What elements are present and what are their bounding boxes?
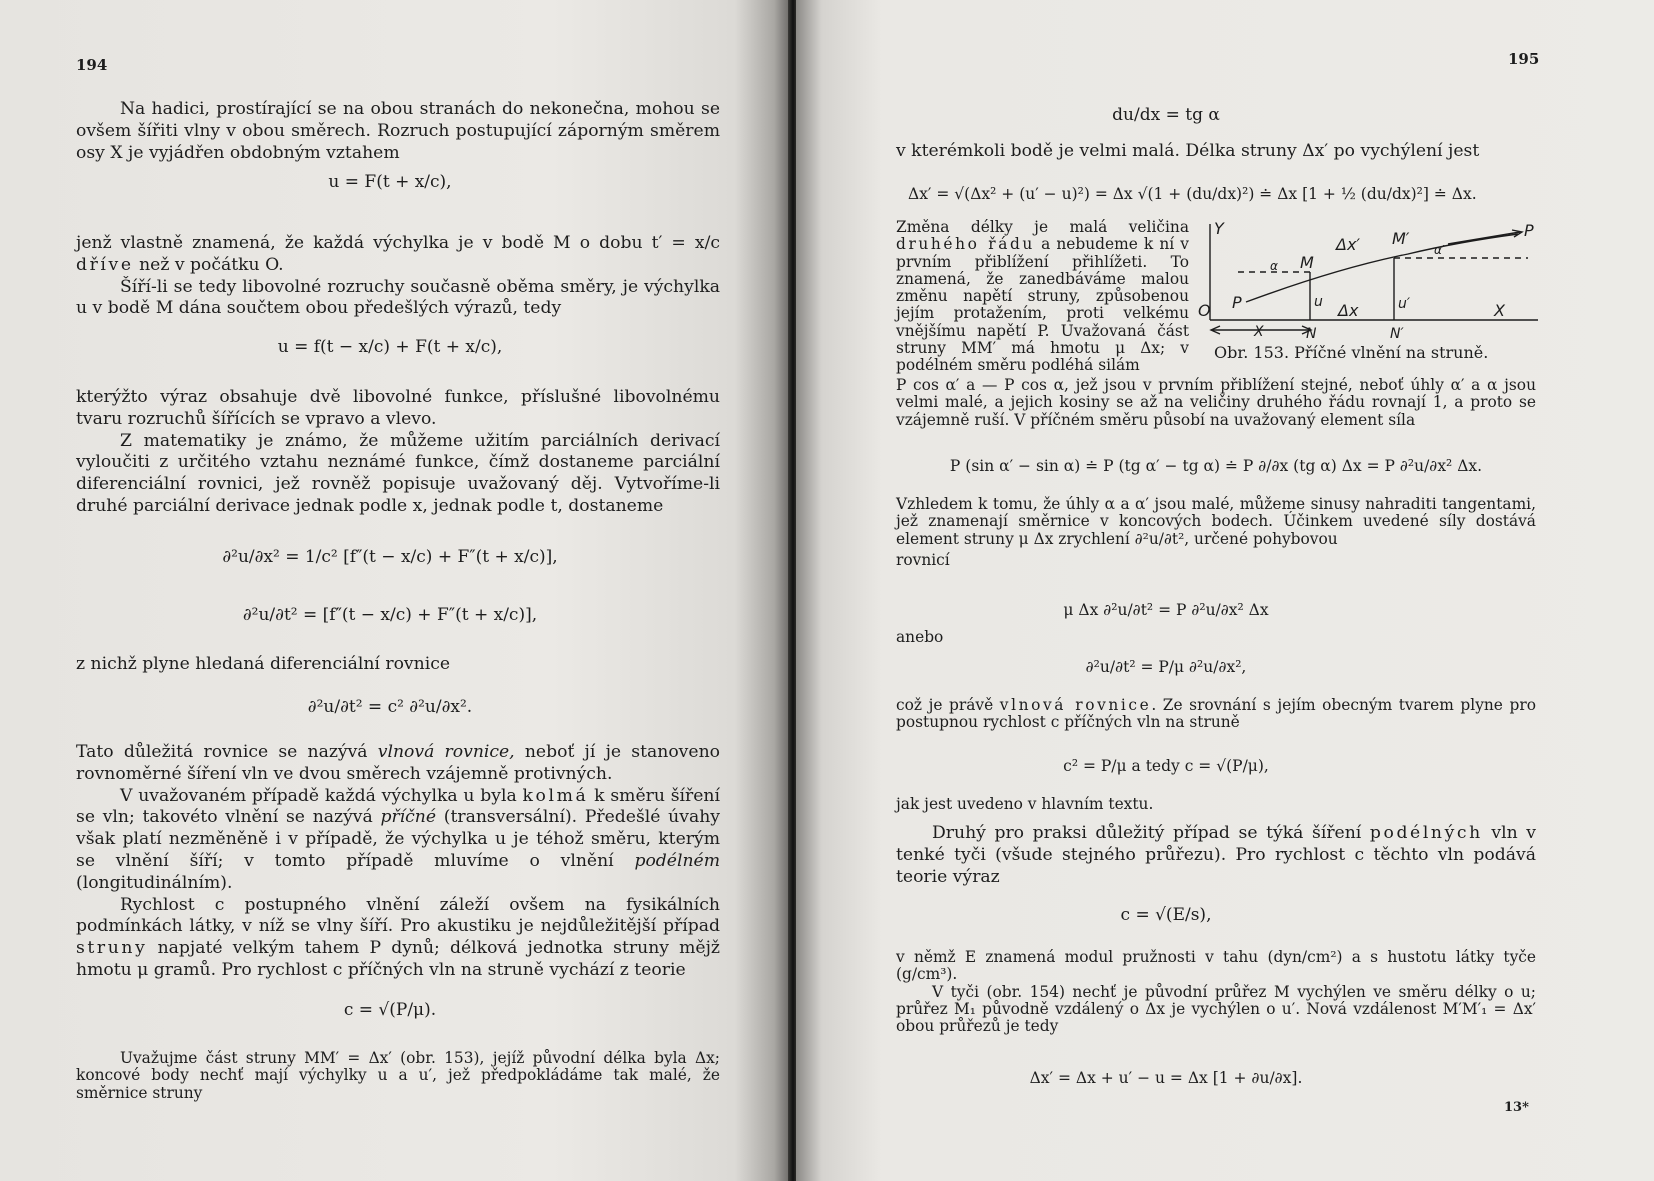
- text-run: V uvažovaném případě každá výchylka u byla: [120, 785, 517, 806]
- equation: ∂²u/∂t² = c² ∂²u/∂x².: [307, 697, 473, 717]
- text-run: k směru šíření se vln; takovéto vlnění se nazývá: [76, 785, 720, 828]
- text-run: a nebudeme k ní v prvním přiblížení přihlížeti. To znamená, že zanedbáváme malou změnu napětí struny, způsobenou jejím protažením, proti velkému vnějšímu napětí P. Uvažovaná část struny MM′ má hmotu μ Δx; v podélném směru podléhá silám: [896, 235, 1189, 375]
- paragraph: [896, 697, 1536, 732]
- text-run: jenž vlastně znamená, že každá výchylka je v bodě M o dobu t′ = x/c: [76, 233, 720, 253]
- string-wave-figure: [1198, 220, 1538, 340]
- text-run: Druhý pro praksi důležitý případ se týká šíření: [932, 823, 1362, 843]
- paragraph: [76, 654, 720, 676]
- equation: ∂²u/∂t² = P/μ ∂²u/∂x²,: [1085, 658, 1247, 676]
- paragraph: [896, 949, 1536, 1035]
- paragraph-text: rovnicí: [896, 550, 950, 569]
- paragraph: [76, 233, 720, 320]
- text-run: (longitudinálním).: [76, 872, 233, 893]
- paragraph: [896, 796, 1536, 813]
- text-run: vln v tenké tyči (všude stejného průřezu). Pro rychlost c těchto vln podává teorie výraz: [896, 823, 1536, 887]
- paragraph: [76, 387, 720, 518]
- label: O: [1198, 301, 1211, 320]
- equation: u = f(t − x/c) + F(t + x/c),: [277, 337, 503, 357]
- figure-caption: Obr. 153. Příčné vlnění na struně.: [1214, 343, 1489, 362]
- spaced-text: dříve: [76, 254, 134, 275]
- paragraph-text: Vzhledem k tomu, že úhly α a α′ jsou malé, můžeme sinusy nahraditi tangentami, jež znamenají směrnice v koncových bodech. Účinkem uvedené síly dostává element struny μ Δx zrychlení ∂²u/∂t², určené pohybovou: [896, 495, 1536, 548]
- text-run: (transversální). Předešlé úvahy však platí nezměněně i v případě, že výchylka u je téhož směru, kterým se vlnění šíří; v tomto případě mluvíme o vlnění: [76, 807, 720, 871]
- label: P: [1232, 293, 1242, 312]
- left-page: [0, 0, 790, 1181]
- label: X: [1254, 324, 1264, 340]
- equation: ∂²u/∂t² = [f″(t − x/c) + F″(t + x/c)],: [242, 605, 538, 625]
- spaced-text: podélných: [1369, 823, 1483, 843]
- spaced-text: kolmá: [522, 785, 589, 806]
- equation: du/dx = tg α: [1112, 105, 1220, 125]
- paragraph-text: Šíří-li se tedy libovolné rozruchy současně oběma směry, je výchylka u v bodě M dána součtem obou předešlých výrazů, tedy: [76, 276, 720, 319]
- paragraph-text: kterýžto výraz obsahuje dvě libovolné funkce, příslušné libovolnému tvaru rozruchů šířících se vpravo a vlevo.: [76, 387, 720, 429]
- emphasis-text: příčné: [380, 807, 437, 828]
- page-number: 195: [1508, 50, 1540, 68]
- label: α′: [1434, 243, 1445, 257]
- equation: P (sin α′ − sin α) ≐ P (tg α′ − tg α) ≐ P ∂/∂x (tg α) Δx = P ∂²u/∂x² Δx.: [949, 457, 1483, 475]
- label: Y: [1214, 220, 1224, 238]
- text-run: napjaté velkým tahem P dynů; délková jednotka struny mějž hmotu μ gramů. Pro rychlost c příčných vln na struně vychází z teorie: [76, 938, 720, 980]
- paragraph: [896, 219, 1189, 375]
- emphasis-text: vlnová rovnice,: [377, 742, 515, 762]
- paragraph-text: v němž E znamená modul pružnosti v tahu (dyn/cm²) a s hustotu látky tyče (g/cm³).: [896, 948, 1536, 984]
- text-run: což je právě: [896, 696, 994, 714]
- paragraph-text: v kterémkoli bodě je velmi malá. Délka struny Δx′ po vychýlení jest: [896, 141, 1480, 161]
- paragraph-text: Z matematiky je známo, že můžeme užitím parciálních derivací vyloučiti z určitého vztahu neznámé funkce, čímž dostaneme parciální diferenciální rovnici, jež rovněž popisuje uvažovaný děj. Vytvoříme-li druhé parciální derivace jednak podle x, jednak podle t, dostaneme: [76, 430, 720, 516]
- emphasis-text: podélném: [634, 850, 721, 871]
- label: P: [1524, 221, 1534, 240]
- page-number: 194: [76, 56, 108, 74]
- label: M: [1300, 253, 1314, 272]
- paragraph-text: anebo: [896, 628, 944, 646]
- paragraph-text: z nichž plyne hledaná diferenciální rovnice: [76, 654, 451, 674]
- paragraph: [76, 99, 720, 164]
- equation: c² = P/μ a tedy c = √(P/μ),: [1063, 757, 1269, 775]
- text-run: neboť jí je stanoveno rovnoměrné šíření vln ve dvou směrech vzájemně protivných.: [76, 742, 720, 784]
- right-page: [796, 0, 1654, 1181]
- paragraph: [896, 496, 1536, 569]
- force-arrow: [1448, 232, 1520, 244]
- label: N′: [1390, 326, 1404, 340]
- text-run: . Ze srovnání s jejím obecným tvarem plyne pro postupnou rychlost c příčných vln na struně: [896, 696, 1536, 732]
- paragraph-text: V tyči (obr. 154) nechť je původní průřez M vychýlen ve směru délky o u; průřez M₁ původně vzdálený o Δx je vychýlen o u′. Nová vzdálenost M′M′₁ = Δx′ obou průřezů je tedy: [896, 982, 1536, 1036]
- paragraph-text: jak jest uvedeno v hlavním textu.: [896, 795, 1154, 813]
- label: α: [1270, 259, 1278, 273]
- paragraph: [896, 141, 1535, 163]
- equation: ∂²u/∂x² = 1/c² [f″(t − x/c) + F″(t + x/c)],: [222, 547, 558, 567]
- label: u′: [1398, 296, 1411, 312]
- spaced-text: vlnová rovnice: [999, 696, 1152, 714]
- label: Δx: [1338, 301, 1359, 320]
- text-run: než v počátku O.: [139, 254, 284, 275]
- text-run: Rychlost c postupného vlnění záleží ovšem na fysikálních podmínkách látky, v níž se vlny šíří. Pro akustiku je nejdůležitější případ: [76, 894, 720, 937]
- label: Δx′: [1336, 235, 1361, 254]
- string-curve: [1246, 234, 1518, 302]
- text-run: Změna délky je malá veličina: [896, 218, 1189, 236]
- signature-mark: 13*: [1504, 1100, 1529, 1115]
- paragraph-text: Na hadici, prostírající se na obou stranách do nekonečna, mohou se ovšem šířiti vlny v obou směrech. Rozruch postupující záporným směrem osy X je vyjádřen obdobným vztahem: [76, 99, 720, 163]
- paragraph-text: Uvažujme část struny MM′ = Δx′ (obr. 153), jejíž původní délka byla Δx; koncové body nechť mají výchylky u a u′, jež předpokládáme tak malé, že směrnice struny: [76, 1049, 720, 1102]
- label: u: [1314, 294, 1323, 310]
- paragraph: [76, 742, 720, 982]
- equation: Δx′ = Δx + u′ − u = Δx [1 + ∂u/∂x].: [1029, 1069, 1303, 1087]
- equation: u = F(t + x/c),: [328, 172, 452, 192]
- equation: c = √(P/μ).: [343, 1000, 437, 1020]
- paragraph: [896, 377, 1536, 429]
- text-run: Tato důležitá rovnice se nazývá: [76, 742, 368, 762]
- paragraph: [76, 1050, 720, 1102]
- label: N: [1306, 326, 1317, 340]
- label: X: [1494, 301, 1505, 320]
- label: M′: [1392, 229, 1410, 248]
- paragraph-text: P cos α′ a — P cos α, jež jsou v prvním přiblížení stejné, neboť úhly α′ a α jsou velmi malé, a jejich kosiny se až na veličiny druhého řádu rovnají 1, a proto se vzájemně ruší. V příčném směru působí na uvažovaný element síla: [896, 376, 1536, 429]
- equation: c = √(E/s),: [1120, 905, 1212, 925]
- paragraph: [896, 629, 1536, 646]
- spaced-text: struny: [76, 938, 148, 959]
- paragraph: [896, 823, 1536, 888]
- spaced-text: druhého řádu: [896, 235, 1035, 254]
- equation: μ Δx ∂²u/∂t² = P ∂²u/∂x² Δx: [1063, 601, 1269, 619]
- equation: Δx′ = √(Δx² + (u′ − u)²) = Δx √(1 + (du/dx)²) ≐ Δx [1 + ½ (du/dx)²] ≐ Δx.: [908, 185, 1477, 203]
